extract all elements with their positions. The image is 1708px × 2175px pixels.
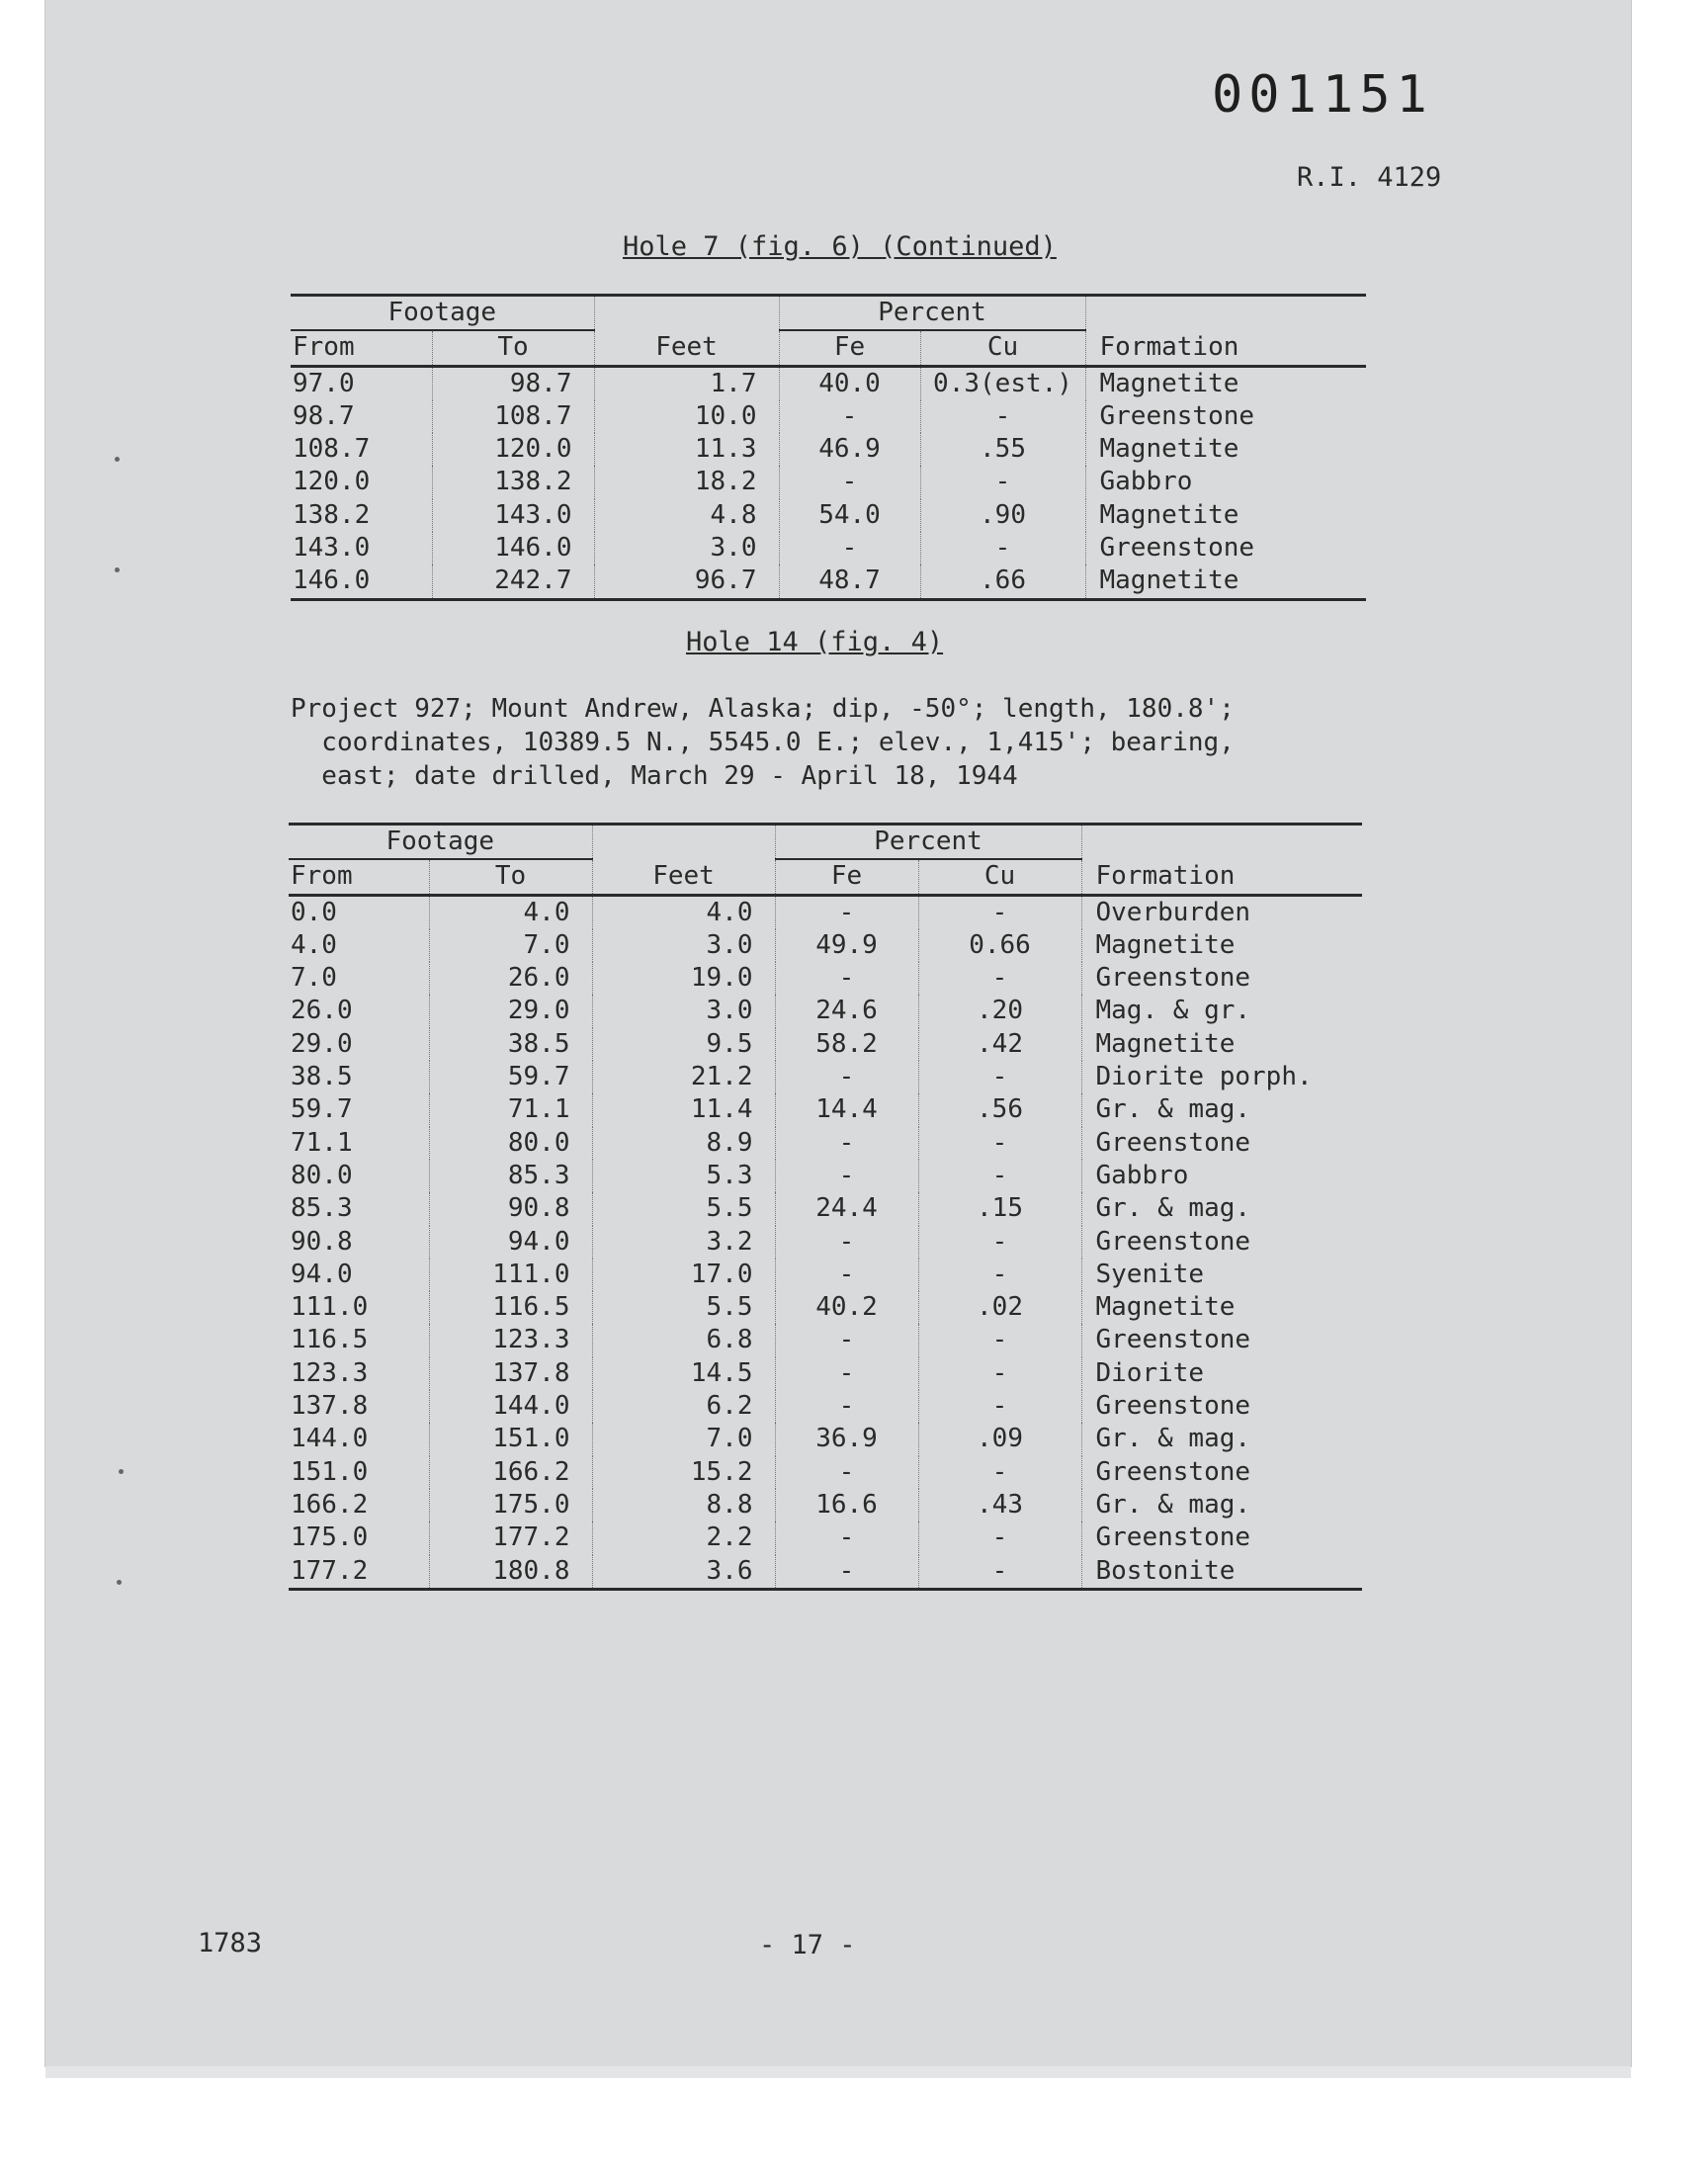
- to-cell: 85.3: [429, 1160, 592, 1192]
- formation-cell: Magnetite: [1081, 929, 1362, 962]
- table-row: [291, 532, 1366, 565]
- table-row: [289, 895, 1362, 929]
- to-cell: 137.8: [429, 1357, 592, 1390]
- cu-cell: -: [918, 1127, 1081, 1160]
- from-cell: 175.0: [291, 1522, 369, 1553]
- from-cell: 59.7: [291, 1094, 353, 1125]
- to-cell: 94.0: [429, 1226, 592, 1259]
- fe-cell: 46.9: [779, 433, 920, 466]
- from-cell: 29.0: [291, 1028, 353, 1059]
- feet-cell: 5.5: [592, 1291, 775, 1324]
- table-row: [289, 1456, 1362, 1489]
- formation-cell: Bostonite: [1081, 1555, 1362, 1590]
- formation-cell: Magnetite: [1081, 1028, 1362, 1061]
- fe-header: Fe: [775, 859, 918, 895]
- feet-cell: 10.0: [594, 400, 779, 433]
- fe-cell: -: [775, 1522, 918, 1554]
- to-header: To: [432, 330, 594, 366]
- formation-cell: Gr. & mag.: [1081, 1093, 1362, 1126]
- formation-cell: Greenstone: [1081, 1127, 1362, 1160]
- from-cell: 116.5: [291, 1325, 369, 1355]
- fe-cell: -: [775, 1259, 918, 1291]
- cu-cell: -: [918, 1226, 1081, 1259]
- to-cell: 108.7: [432, 400, 594, 433]
- cu-cell: -: [918, 1390, 1081, 1423]
- to-cell: 146.0: [432, 532, 594, 565]
- to-cell: 26.0: [429, 962, 592, 995]
- table-row: [289, 1093, 1362, 1126]
- fe-cell: -: [779, 532, 920, 565]
- margin-mark: [115, 567, 120, 572]
- cu-cell: -: [920, 400, 1085, 433]
- cu-cell: -: [918, 1357, 1081, 1390]
- from-header: From: [291, 330, 432, 366]
- from-header: From: [289, 859, 429, 895]
- from-cell: 4.0: [291, 929, 337, 960]
- feet-cell: 21.2: [592, 1061, 775, 1093]
- table-row: [289, 1489, 1362, 1522]
- feet-cell: 3.0: [592, 929, 775, 962]
- cu-cell: .02: [918, 1291, 1081, 1324]
- formation-cell: Gabbro: [1081, 1160, 1362, 1192]
- feet-cell: 19.0: [592, 962, 775, 995]
- cu-cell: .15: [918, 1192, 1081, 1225]
- to-cell: 29.0: [429, 995, 592, 1027]
- table-row: [291, 499, 1366, 532]
- from-cell: 94.0: [291, 1259, 353, 1289]
- cu-cell: .43: [918, 1489, 1081, 1522]
- archive-number: 1783: [198, 1928, 263, 1958]
- formation-cell: Greenstone: [1081, 962, 1362, 995]
- from-cell: 26.0: [291, 996, 353, 1026]
- margin-mark: [119, 1469, 124, 1474]
- formation-cell: Magnetite: [1085, 433, 1366, 466]
- feet-header: Feet: [592, 859, 775, 895]
- cu-header: Cu: [920, 330, 1085, 366]
- table-row: [289, 929, 1362, 962]
- formation-header: Formation: [1085, 330, 1366, 366]
- formation-cell: Gr. & mag.: [1081, 1423, 1362, 1455]
- hole-14-table: [289, 823, 1362, 1591]
- fe-cell: -: [779, 466, 920, 498]
- feet-cell: 3.0: [594, 532, 779, 565]
- fe-cell: -: [775, 895, 918, 929]
- cu-cell: -: [918, 1555, 1081, 1590]
- fe-cell: -: [775, 1127, 918, 1160]
- table-row: [289, 1160, 1362, 1192]
- project-line: east; date drilled, March 29 - April 18, 1944: [291, 761, 1018, 791]
- table-row: [289, 1061, 1362, 1093]
- fe-cell: -: [775, 962, 918, 995]
- table-row: [289, 1291, 1362, 1324]
- margin-mark: [115, 457, 120, 462]
- feet-cell: 9.5: [592, 1028, 775, 1061]
- feet-cell: 3.6: [592, 1555, 775, 1590]
- page-edge: [45, 2066, 1631, 2078]
- fe-cell: -: [779, 400, 920, 433]
- hole-7-table: [291, 294, 1366, 601]
- to-cell: 98.7: [432, 366, 594, 400]
- to-cell: 7.0: [429, 929, 592, 962]
- to-cell: 177.2: [429, 1522, 592, 1554]
- project-line: coordinates, 10389.5 N., 5545.0 E.; elev., 1,415'; bearing,: [291, 728, 1235, 757]
- cu-cell: -: [920, 532, 1085, 565]
- table-row: [289, 1324, 1362, 1356]
- cu-cell: -: [918, 895, 1081, 929]
- feet-cell: 11.3: [594, 433, 779, 466]
- formation-cell: Magnetite: [1085, 499, 1366, 532]
- feet-cell: 3.0: [592, 995, 775, 1027]
- feet-cell: 2.2: [592, 1522, 775, 1554]
- formation-cell: Magnetite: [1085, 565, 1366, 599]
- fe-cell: -: [775, 1226, 918, 1259]
- table-row: [289, 1226, 1362, 1259]
- feet-cell: 7.0: [592, 1423, 775, 1455]
- cu-cell: 0.66: [918, 929, 1081, 962]
- to-cell: 71.1: [429, 1093, 592, 1126]
- table-row: [291, 466, 1366, 498]
- from-cell: 0.0: [291, 897, 337, 927]
- cu-cell: .66: [920, 565, 1085, 599]
- feet-cell: 96.7: [594, 565, 779, 599]
- table1-title: Hole 7 (fig. 6) (Continued): [623, 231, 1057, 262]
- cu-cell: 0.3(est.): [920, 366, 1085, 400]
- to-cell: 59.7: [429, 1061, 592, 1093]
- formation-header: Formation: [1081, 859, 1362, 895]
- fe-cell: 49.9: [775, 929, 918, 962]
- from-cell: 108.7: [293, 434, 371, 465]
- to-cell: 144.0: [429, 1390, 592, 1423]
- from-cell: 151.0: [291, 1456, 369, 1487]
- formation-cell: Mag. & gr.: [1081, 995, 1362, 1027]
- to-cell: 175.0: [429, 1489, 592, 1522]
- formation-cell: Gr. & mag.: [1081, 1192, 1362, 1225]
- fe-cell: 54.0: [779, 499, 920, 532]
- table-row: [289, 962, 1362, 995]
- cu-header: Cu: [918, 859, 1081, 895]
- cu-cell: -: [918, 1456, 1081, 1489]
- to-cell: 151.0: [429, 1423, 592, 1455]
- fe-cell: 24.4: [775, 1192, 918, 1225]
- feet-cell: 14.5: [592, 1357, 775, 1390]
- table-row: [289, 1357, 1362, 1390]
- to-cell: 180.8: [429, 1555, 592, 1590]
- to-cell: 4.0: [429, 895, 592, 929]
- footage-header: Footage: [289, 825, 592, 860]
- formation-cell: Gr. & mag.: [1081, 1489, 1362, 1522]
- fe-cell: -: [775, 1324, 918, 1356]
- from-cell: 138.2: [293, 499, 371, 530]
- from-cell: 111.0: [291, 1292, 369, 1323]
- cu-cell: -: [918, 1160, 1081, 1192]
- formation-cell: Syenite: [1081, 1259, 1362, 1291]
- formation-cell: Greenstone: [1081, 1226, 1362, 1259]
- cu-cell: -: [918, 1324, 1081, 1356]
- formation-cell: Magnetite: [1081, 1291, 1362, 1324]
- from-cell: 143.0: [293, 533, 371, 564]
- from-cell: 146.0: [291, 565, 432, 599]
- from-cell: 90.8: [291, 1226, 353, 1257]
- to-cell: 242.7: [432, 565, 594, 599]
- to-cell: 80.0: [429, 1127, 592, 1160]
- project-description: [291, 692, 1235, 793]
- feet-cell: 18.2: [594, 466, 779, 498]
- feet-cell: 15.2: [592, 1456, 775, 1489]
- feet-cell: 3.2: [592, 1226, 775, 1259]
- table-row: [289, 1390, 1362, 1423]
- feet-cell: 8.8: [592, 1489, 775, 1522]
- cu-cell: -: [920, 466, 1085, 498]
- fe-cell: 14.4: [775, 1093, 918, 1126]
- feet-cell: 5.5: [592, 1192, 775, 1225]
- feet-cell: 6.8: [592, 1324, 775, 1356]
- margin-mark: [117, 1580, 122, 1585]
- fe-cell: -: [775, 1390, 918, 1423]
- formation-cell: Overburden: [1081, 895, 1362, 929]
- formation-cell: Greenstone: [1085, 400, 1366, 433]
- feet-cell: 5.3: [592, 1160, 775, 1192]
- table-row: [289, 1127, 1362, 1160]
- cu-cell: -: [918, 1522, 1081, 1554]
- feet-cell: 1.7: [594, 366, 779, 400]
- fe-cell: 36.9: [775, 1423, 918, 1455]
- cu-cell: .90: [920, 499, 1085, 532]
- table-row: [291, 400, 1366, 433]
- to-header: To: [429, 859, 592, 895]
- table-row: [289, 1192, 1362, 1225]
- feet-cell: 11.4: [592, 1093, 775, 1126]
- fe-cell: -: [775, 1061, 918, 1093]
- formation-cell: Greenstone: [1085, 532, 1366, 565]
- percent-header: Percent: [779, 296, 1085, 331]
- from-cell: 98.7: [293, 400, 355, 431]
- formation-cell: Greenstone: [1081, 1456, 1362, 1489]
- formation-cell: Greenstone: [1081, 1390, 1362, 1423]
- formation-cell: Diorite: [1081, 1357, 1362, 1390]
- fe-header: Fe: [779, 330, 920, 366]
- table-row: [291, 565, 1366, 599]
- table2-title: Hole 14 (fig. 4): [686, 627, 944, 657]
- table-row: [291, 366, 1366, 400]
- table-row: [289, 1555, 1362, 1590]
- cu-cell: -: [918, 962, 1081, 995]
- from-cell: 85.3: [291, 1193, 353, 1224]
- cu-cell: -: [918, 1061, 1081, 1093]
- fe-cell: 24.6: [775, 995, 918, 1027]
- document-number-stamp: 001151: [1212, 65, 1433, 125]
- fe-cell: -: [775, 1160, 918, 1192]
- cu-cell: .55: [920, 433, 1085, 466]
- fe-cell: -: [775, 1357, 918, 1390]
- to-cell: 90.8: [429, 1192, 592, 1225]
- from-cell: 38.5: [291, 1062, 353, 1092]
- from-cell: 80.0: [291, 1160, 353, 1190]
- from-cell: 137.8: [291, 1391, 369, 1422]
- from-cell: 144.0: [291, 1424, 369, 1454]
- fe-cell: 40.2: [775, 1291, 918, 1324]
- page-number: - 17 -: [759, 1930, 856, 1960]
- formation-cell: Magnetite: [1085, 366, 1366, 400]
- fe-cell: 16.6: [775, 1489, 918, 1522]
- formation-cell: Greenstone: [1081, 1324, 1362, 1356]
- to-cell: 120.0: [432, 433, 594, 466]
- from-cell: 97.0: [293, 368, 355, 398]
- report-id: R.I. 4129: [1297, 162, 1442, 193]
- to-cell: 123.3: [429, 1324, 592, 1356]
- table-row: [291, 433, 1366, 466]
- fe-cell: 48.7: [779, 565, 920, 599]
- fe-cell: 58.2: [775, 1028, 918, 1061]
- to-cell: 166.2: [429, 1456, 592, 1489]
- feet-header: Feet: [594, 330, 779, 366]
- from-cell: 71.1: [291, 1127, 353, 1158]
- table-row: [289, 1522, 1362, 1554]
- feet-cell: 4.8: [594, 499, 779, 532]
- from-cell: 166.2: [291, 1489, 369, 1520]
- table-row: [289, 1423, 1362, 1455]
- table-row: [289, 1259, 1362, 1291]
- formation-cell: Gabbro: [1085, 466, 1366, 498]
- feet-cell: 4.0: [592, 895, 775, 929]
- cu-cell: .09: [918, 1423, 1081, 1455]
- from-cell: 123.3: [291, 1357, 369, 1388]
- to-cell: 111.0: [429, 1259, 592, 1291]
- formation-cell: Greenstone: [1081, 1522, 1362, 1554]
- footage-header: Footage: [291, 296, 594, 331]
- project-line: Project 927; Mount Andrew, Alaska; dip, -50°; length, 180.8';: [291, 694, 1235, 724]
- from-cell: 120.0: [293, 467, 371, 497]
- cu-cell: -: [918, 1259, 1081, 1291]
- feet-cell: 17.0: [592, 1259, 775, 1291]
- cu-cell: .20: [918, 995, 1081, 1027]
- cu-cell: .56: [918, 1093, 1081, 1126]
- formation-cell: Diorite porph.: [1081, 1061, 1362, 1093]
- percent-header: Percent: [775, 825, 1081, 860]
- fe-cell: -: [775, 1555, 918, 1590]
- from-cell: 177.2: [289, 1555, 429, 1590]
- cu-cell: .42: [918, 1028, 1081, 1061]
- table-row: [289, 1028, 1362, 1061]
- feet-cell: 6.2: [592, 1390, 775, 1423]
- feet-cell: 8.9: [592, 1127, 775, 1160]
- to-cell: 143.0: [432, 499, 594, 532]
- to-cell: 38.5: [429, 1028, 592, 1061]
- to-cell: 138.2: [432, 466, 594, 498]
- from-cell: 7.0: [291, 963, 337, 994]
- fe-cell: -: [775, 1456, 918, 1489]
- fe-cell: 40.0: [779, 366, 920, 400]
- table-row: [289, 995, 1362, 1027]
- to-cell: 116.5: [429, 1291, 592, 1324]
